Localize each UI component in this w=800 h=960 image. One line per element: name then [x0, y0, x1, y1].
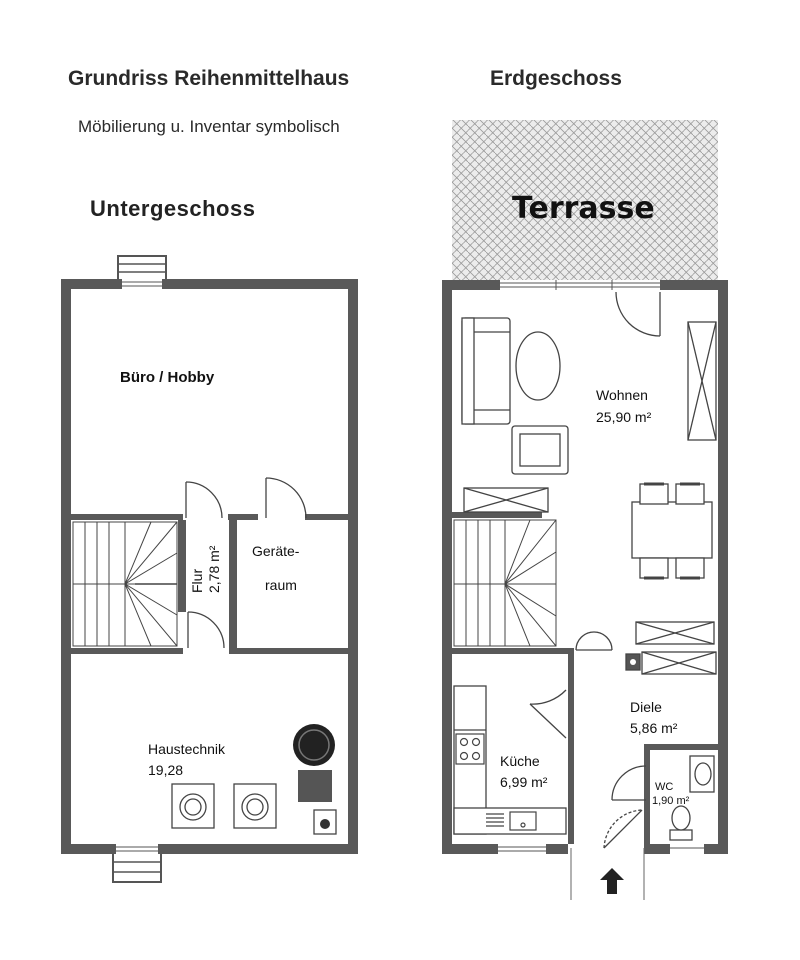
door-wc [612, 766, 646, 800]
room-area-kueche: 6,99 m² [500, 774, 548, 790]
sideboard-icon [464, 488, 548, 512]
room-area-wc: 1,90 m² [652, 795, 690, 807]
toilet-icon [670, 806, 692, 840]
room-area-diele: 5,86 m² [630, 720, 678, 736]
armchair-icon [512, 426, 568, 474]
flur-name: Flur [189, 568, 205, 593]
untergeschoss-plan [66, 256, 353, 882]
stairs-icon [454, 520, 556, 646]
door-diele-wohnen [576, 632, 612, 650]
wardrobe-icon [626, 622, 716, 674]
door-terrace [616, 292, 660, 336]
plan-title: Grundriss Reihenmittelhaus [68, 67, 350, 90]
washbasin-icon [690, 756, 714, 792]
room-label-geraeteraum-2: raum [265, 577, 297, 593]
cabinet-icon [688, 322, 716, 440]
room-label-buero: Büro / Hobby [120, 369, 215, 386]
sofa-icon [462, 318, 510, 424]
door-kueche [530, 690, 566, 738]
room-label-diele: Diele [630, 699, 662, 715]
plan-subtitle: Möbilierung u. Inventar symbolisch [78, 117, 340, 136]
room-label-wc: WC [655, 781, 674, 793]
floor-label-erdgeschoss: Erdgeschoss [490, 67, 622, 90]
room-label-kueche: Küche [500, 753, 540, 769]
door-flur-buero [186, 482, 222, 518]
room-label-geraeteraum-1: Geräte- [252, 543, 300, 559]
room-label-flur [189, 545, 222, 593]
floor-label-untergeschoss: Untergeschoss [90, 196, 256, 221]
door-flur-haustechnik [188, 612, 224, 648]
washing-machine-icon [172, 784, 276, 828]
room-label-wohnen: Wohnen [596, 387, 648, 403]
room-area-haustechnik: 19,28 [148, 762, 184, 778]
coffee-table-icon [516, 332, 560, 400]
room-label-terrasse: Terrasse [512, 191, 655, 226]
dining-table-icon [632, 484, 712, 578]
boiler-icon [293, 724, 336, 834]
door-geraeteraum [266, 478, 306, 518]
room-area-wohnen: 25,90 m² [596, 409, 652, 425]
room-label-haustechnik: Haustechnik [148, 741, 226, 757]
flur-area: 2,78 m² [206, 545, 222, 593]
entrance-arrow-icon [600, 868, 624, 894]
stairs-icon [73, 522, 177, 646]
erdgeschoss-plan [447, 120, 723, 900]
